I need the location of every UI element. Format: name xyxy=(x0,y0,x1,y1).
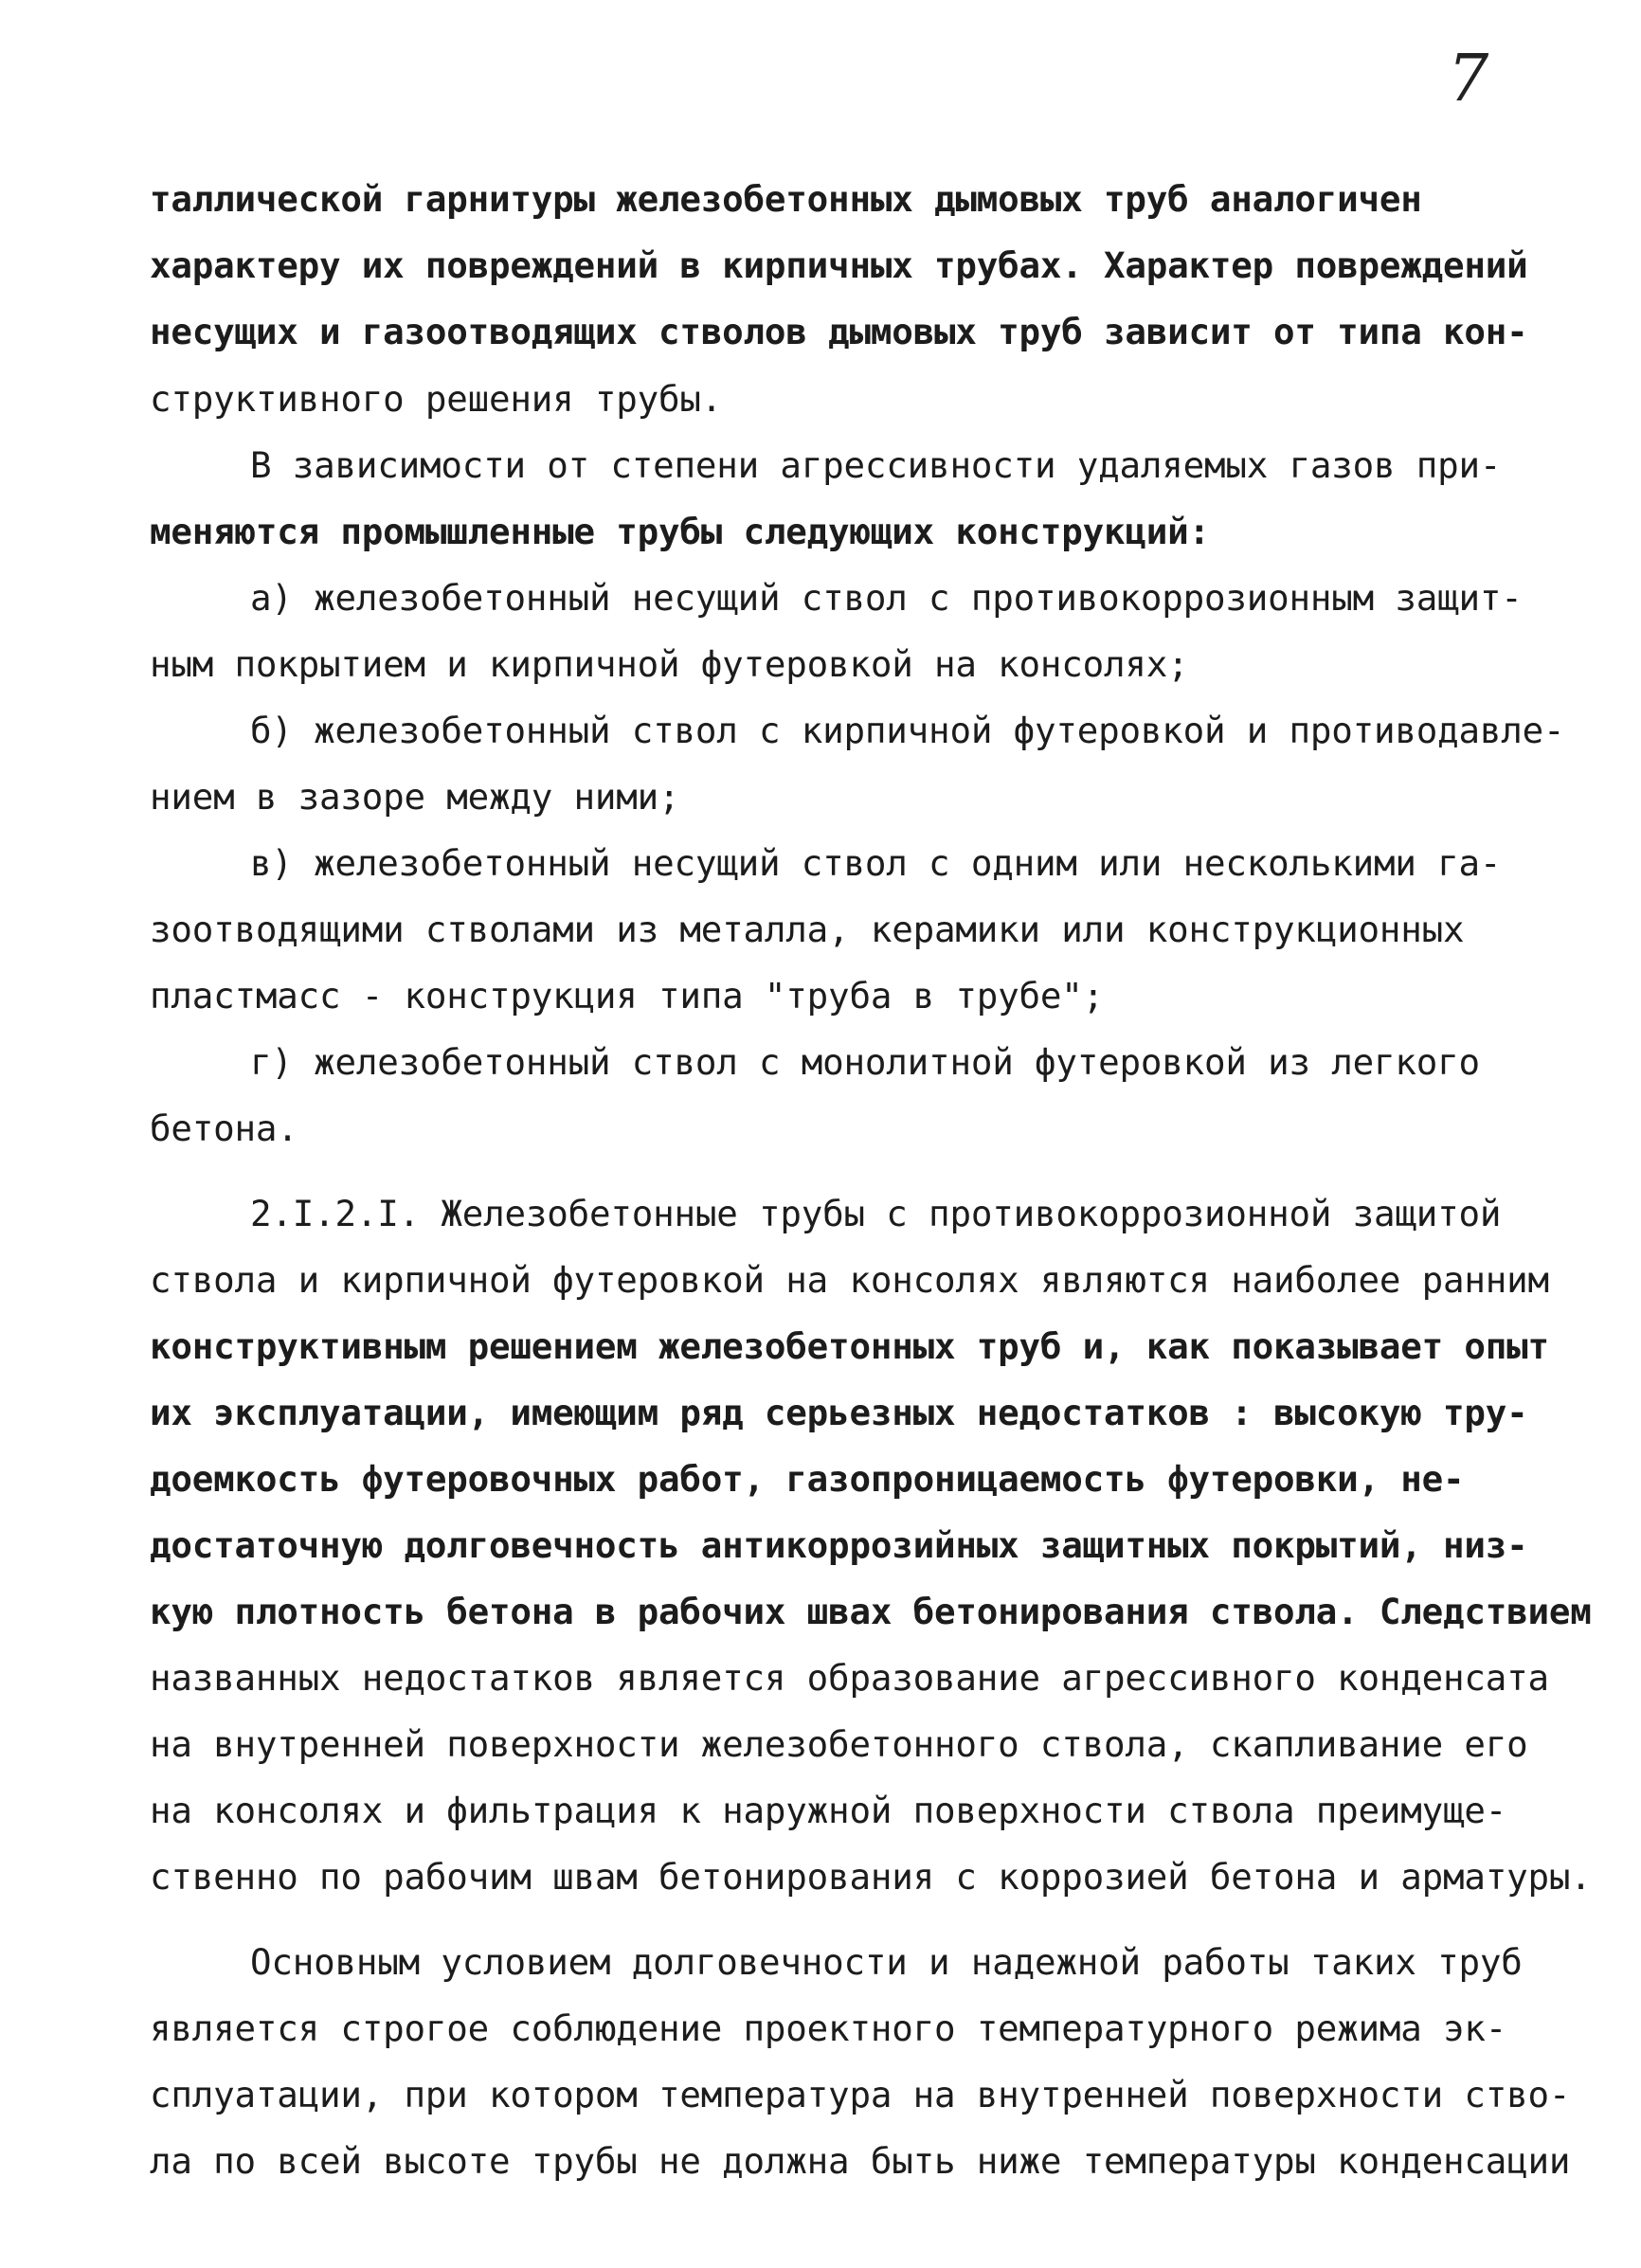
text-line-2: характеру их повреждений в кирпичных трубах. Характер повреждений xyxy=(150,244,1528,286)
text-line-26: ственно по рабочим швам бетонирования с коррозией бетона и арматуры. xyxy=(150,1856,1592,1898)
text-line-28: является строгое соблюдение проектного температурного режима эк- xyxy=(150,2007,1507,2049)
text-line-12: зоотводящими стволами из металла, керамики или конструкционных xyxy=(150,909,1465,950)
text-line-24: на внутренней поверхности железобетонного ствола, скапливание его xyxy=(150,1723,1528,1765)
text-line-16: 2.I.2.I. Железобетонные трубы с противокоррозионной защитой xyxy=(250,1193,1502,1234)
text-line-17: ствола и кирпичной футеровкой на консолях являются наиболее ранним xyxy=(150,1259,1549,1301)
text-line-15: бетона. xyxy=(150,1107,298,1149)
text-line-5: В зависимости от степени агрессивности удаляемых газов при- xyxy=(250,444,1502,486)
text-line-3: несущих и газоотводящих стволов дымовых труб зависит от типа кон- xyxy=(150,311,1528,352)
text-line-10: нием в зазоре между ними; xyxy=(150,776,680,818)
text-line-6: меняются промышленные трубы следующих конструкций: xyxy=(150,511,1210,552)
text-line-7: а) железобетонный несущий ствол с противокоррозионным защит- xyxy=(250,577,1523,619)
text-line-21: достаточную долговечность антикоррозийных защитных покрытий, низ- xyxy=(150,1524,1528,1566)
text-line-30: ла по всей высоте трубы не должна быть ниже температуры конденсации xyxy=(150,2140,1571,2182)
text-line-18: конструктивным решением железобетонных труб и, как показывает опыт xyxy=(150,1325,1549,1367)
text-line-9: б) железобетонный ствол с кирпичной футеровкой и противодавле- xyxy=(250,710,1565,751)
text-line-22: кую плотность бетона в рабочих швах бетонирования ствола. Следствием xyxy=(150,1591,1592,1632)
text-line-13: пластмасс - конструкция типа "труба в трубе"; xyxy=(150,975,1104,1017)
text-line-8: ным покрытием и кирпичной футеровкой на консолях; xyxy=(150,643,1189,685)
text-line-29: сплуатации, при котором температура на внутренней поверхности ство- xyxy=(150,2074,1571,2115)
text-line-14: г) железобетонный ствол с монолитной футеровкой из легкого xyxy=(250,1041,1480,1083)
text-line-25: на консолях и фильтрация к наружной поверхности ствола преимуще- xyxy=(150,1790,1507,1831)
text-line-27: Основным условием долговечности и надежной работы таких труб xyxy=(250,1941,1523,1983)
page-number: 7 xyxy=(1448,42,1489,117)
text-line-19: их эксплуатации, имеющим ряд серьезных недостатков : высокую тру- xyxy=(150,1392,1528,1433)
text-line-11: в) железобетонный несущий ствол с одним или несколькими га- xyxy=(250,842,1502,884)
text-line-4: структивного решения трубы. xyxy=(150,378,723,420)
text-line-1: таллической гарнитуры железобетонных дымовых труб аналогичен xyxy=(150,178,1422,220)
text-line-20: доемкость футеровочных работ, газопроницаемость футеровки, не- xyxy=(150,1458,1465,1500)
text-line-23: названных недостатков является образование агрессивного конденсата xyxy=(150,1657,1549,1699)
